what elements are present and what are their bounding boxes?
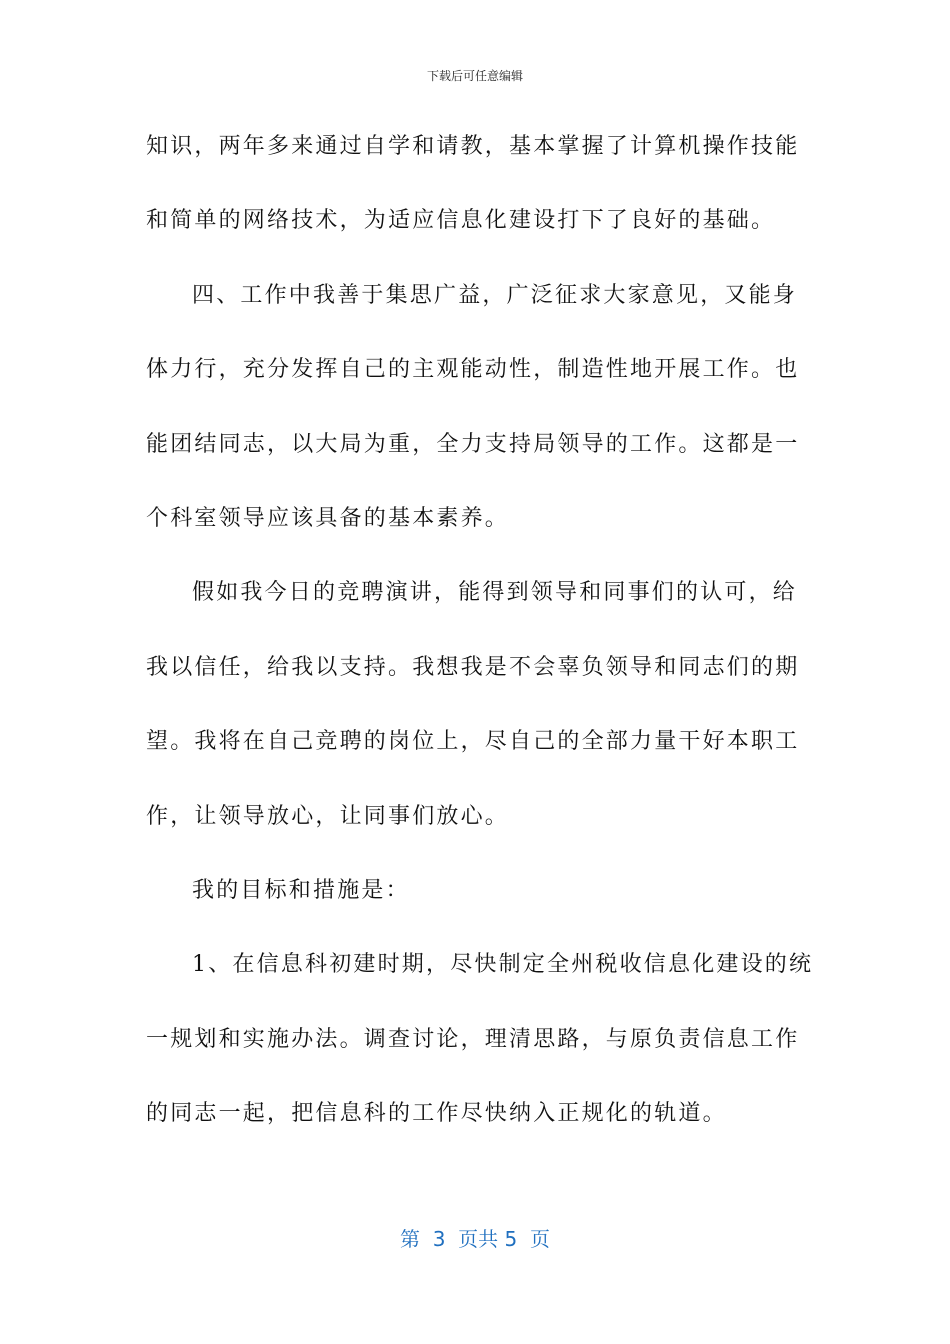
page-number-footer: 第 3 页共 5 页 (400, 1227, 550, 1251)
page-header: 下载后可任意编辑 (426, 69, 523, 83)
body-line: 一规划和实施办法。调查讨论，理清思路，与原负责信息工作 (146, 1026, 800, 1052)
body-line: 四、工作中我善于集思广益，广泛征求大家意见，又能身 (192, 282, 798, 308)
body-line: 的同志一起，把信息科的工作尽快纳入正规化的轨道。 (146, 1101, 727, 1127)
body-line: 知识，两年多来通过自学和请教，基本掌握了计算机操作技能 (146, 134, 800, 159)
body-line: 假如我今日的竞聘演讲，能得到领导和同事们的认可，给 (192, 580, 798, 606)
body-line: 能团结同志，以大局为重，全力支持局领导的工作。这都是一 (146, 431, 800, 457)
body-line: 望。我将在自己竞聘的岗位上，尽自己的全部力量干好本职工 (146, 729, 800, 755)
document-body (146, 110, 814, 1151)
body-line: 作，让领导放心，让同事们放心。 (146, 803, 510, 829)
body-line: 我的目标和措施是： (192, 877, 410, 903)
body-line: 1、在信息科初建时期，尽快制定全州税收信息化建设的统 (192, 952, 814, 978)
body-line: 我以信任，给我以支持。我想我是不会辜负领导和同志们的期 (146, 654, 800, 680)
body-line: 和简单的网络技术，为适应信息化建设打下了良好的基础。 (146, 208, 776, 234)
body-line: 个科室领导应该具备的基本素养。 (146, 505, 510, 531)
body-line: 体力行，充分发挥自己的主观能动性，制造性地开展工作。也 (146, 357, 800, 383)
